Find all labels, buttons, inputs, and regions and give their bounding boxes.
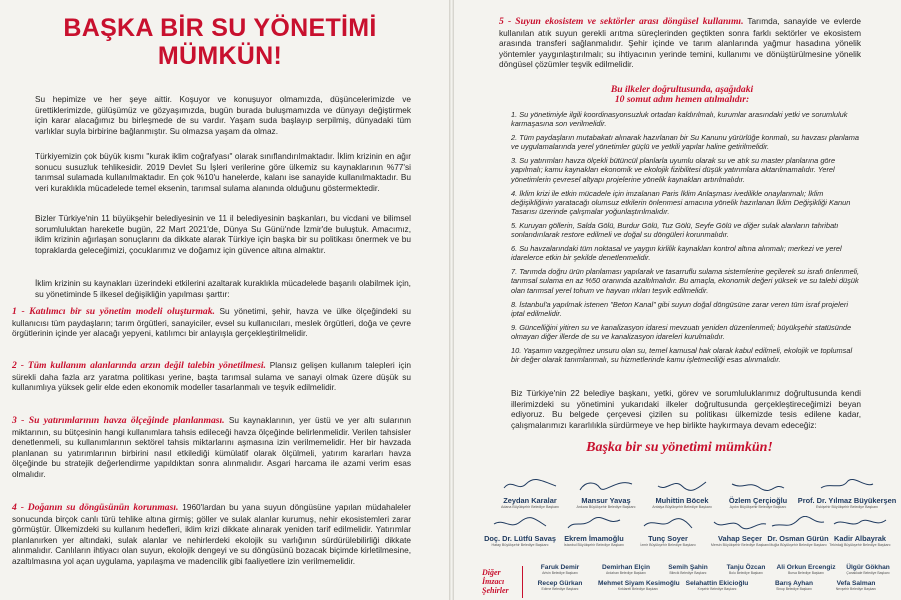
signature-scribble-icon: [576, 478, 636, 492]
other-signatory: [682, 580, 752, 591]
signatory-role: Bilecik Belediye Başkanı: [669, 571, 707, 575]
other-signatories: [482, 564, 901, 600]
signatory-name: Dr. Osman Gürün: [767, 534, 829, 543]
signatory-role: İstanbul Büyükşehir Belediye Başkanı: [563, 543, 625, 547]
principles-intro: İklim krizinin su kaynakları üzerindeki etkilerini azaltarak kuraklıkla mücadelede başarılı olabilmek için, su yönetiminde 5 ilkesel değişikliğin yapılması şarttır:: [35, 278, 411, 299]
signatory-name: Prof. Dr. Yılmaz Büyükerşen: [797, 496, 897, 505]
right-column: [457, 0, 901, 600]
intro-paragraph: Su hepimize ve her şeye aittir. Koşuyor ve konuşuyor olmamızda, düşüncelerimizde ve ürettiklerimizde, gülüşümüz ve gözyaşımızda, bugün burada buluşmamızda ve dünyayı değiştirmek için karar alacağımız bu birleşmede de su vardır. Yaşam suda başlayıp serpilmiş, dünyadaki tüm varlıklar suyla birbirine bağlanmıştır. Su olmazsa yaşam da olmaz.: [35, 94, 411, 136]
other-signatories-label: Diğer İmzacı Şehirler: [482, 568, 509, 595]
principle-5-body: Tarımda, sanayide ve evlerde kullanılan atık suyun gerekli arıtma süreçlerinden geçtikten sonra farklı sektörler ve ekosistem arasında transferi sağlanmalıdır. Şehir içinde ve tarım alanlarında yağmur hasadına yönelik yöntemler yaygınlaştırılmalı; su ihtiyacının yerinde temini, kullanımı ve dönüştürülmesine yönelik döngüsel çözümler teşvik edilmelidir.: [499, 16, 861, 70]
step-item: 5. Kuruyan göllerin, Salda Gölü, Burdur Gölü, Tuz Gölü, Seyfe Gölü ve diğer sulak alanların tahribatı sonlandırılarak restore edilmeli ve doğal su döngüleri korunmalıdır.: [511, 220, 839, 240]
signatory-name: Vahap Seçer: [718, 534, 762, 543]
other-signatories-divider: [522, 566, 523, 598]
signatory-name: Barış Ayhan: [775, 580, 813, 587]
signatory-name: Ali Orkun Ercengiz: [776, 564, 836, 571]
signatory-name: Faruk Demir: [540, 564, 580, 571]
signatory-name: Tunç Soyer: [648, 534, 688, 543]
principle-3-body: Su kaynaklarının, yer üstü ve yer altı sularının miktarının, su bütçesinin hangi kullanımlara tahsis edileceği havza ölçeğinde belirlenmelidir. Verilen tahsisler denetlenmeli, su kullanımlarının sektörel tahsis miktarlarını aşmasına izin verilmemelidir. Her bir havzada planlanan su yatırımlarının birbirini nasıl etkilediği kümülatif olarak ölçülmeli, yatırım kararları havza ölçeğinde bu stratejik değerlendirme yapıldıktan sonra alınmalıdır. Asgari harcama ile azami verim esas olmalıdır.: [12, 415, 411, 479]
signatory-role: Kırklareli Belediye Başkanı: [617, 587, 659, 591]
step-item: 1. Su yönetimiyle ilgili koordinasyonsuzluk ortadan kaldırılmalı, kurumlar arasındaki yetki ve sorumluluk karmaşasına son verilmelidir.: [511, 110, 848, 129]
signatory-role: Artvin Belediye Başkanı: [542, 571, 578, 575]
column-divider: [449, 0, 454, 600]
signatory-name: Özlem Çerçioğlu: [728, 496, 788, 505]
other-signatory: [824, 580, 888, 591]
signature-scribble-icon: [652, 478, 712, 492]
closing-slogan: Başka bir su yönetimi mümkün!: [586, 440, 773, 455]
signatory-name: Ekrem İmamoğlu: [564, 534, 624, 543]
other-signatory: [598, 580, 678, 591]
left-column: [0, 0, 446, 600]
steps-heading: [557, 85, 807, 106]
declaration-paragraph: Biz Türkiye'nin 22 belediye başkanı, yetki, görev ve sorumluluklarımız doğrultusunda kendi illerimizdeki su yönetimini yukarıdaki ilkeler doğrultusunda gerçekleştireceğimizi beyan ediyoruz. Bu belgede çerçevesi çizilen su politikası ülkemizde tesis edilene kadar, çalışmalarımızı kararlılıkla sürdürmeye ve hep birlikte haykırmaya devam edeceğiz:: [511, 388, 861, 430]
signatory-name: Ülgür Gökhan: [846, 564, 890, 571]
principle-4-heading: 4 - Doğanın su döngüsünün korunması.: [12, 502, 179, 513]
principle-4-body: 1960'lardan bu yana suyun döngüsüne yapılan müdahaleler sonucunda birçok canlı türü tehlike altına girmiş; göller ve sulak alanlar kurumuş, nehir ekosistemleri zarar görmüştür. Ülkemizdeki su kullanım hedefleri, iklim krizi dikkate alınarak yeniden tarif edilmelidir. Yatırımlar planlanırken yer altındaki, sulak alanlar ve nehirlerdeki ekolojik su varlığının sürdürülebilirliği dikkate alınmalıdır. Canlıların ihtiyacı olan suyun, ekolojik dengeyi ve su döngüsünü bozacak biçimde kirletilmesine, azaltılmasına yol açan uygulama, yapılaşma ve madencilik gibi faaliyetlere izin verilmemelidir.: [12, 502, 411, 566]
signatory-name: Muhittin Böcek: [655, 496, 709, 505]
other-signatory: [656, 564, 720, 575]
signature-scribble-icon: [490, 516, 550, 530]
principle-5-heading: 5 - Suyun ekosistem ve sektörler arası döngüsel kullanımı.: [499, 16, 744, 27]
other-signatory: [528, 580, 592, 591]
signatory-name: Demirhan Elçin: [601, 564, 650, 571]
signatory-role: Ankara Büyükşehir Belediye Başkanı: [576, 505, 636, 509]
signature: [627, 516, 709, 548]
step-item: 3. Su yatırımları havza ölçekli bütüncül planlarla uyumlu olarak su ve atık su master planlarına göre yapılmalı; kamu kaynakları ekonomik ve ekolojik fizibilitesi düşük yatırımlara aktarılmamalıdır. Yerel yönetimlerin çevresel altyapı projelerine yönelik kaynakları artırılmalıdır.: [511, 156, 836, 184]
signatory-name: Kadir Albayrak: [834, 534, 886, 543]
step-item: 4. İklim krizi ile etkin mücadele için imzalanan Paris İklim Anlaşması ivedilikle onaylanmalı; İklim değişikliğinin yaratacağı olumsuz etkilerin önlenmesi amacına yönelik hazırlanan İklim Değişikliği Kanun Tasarısı üzerinde çalışmalar yoğunlaştırılmalıdır.: [511, 188, 851, 216]
signatory-role: Ardahan Belediye Başkanı: [606, 571, 646, 575]
signatory-role: Tekirdağ Büyükşehir Belediye Başkanı: [829, 543, 891, 547]
steps-heading-line-2: 10 somut adım hemen atılmalıdır:: [614, 94, 750, 106]
signature-scribble-icon: [638, 516, 698, 530]
mayors-paragraph: Bizler Türkiye'nin 11 büyükşehir belediyesinin ve 11 il belediyesinin başkanları, bu vicdani ve bilimsel sorumluluktan hareketle bugün, 22 Mart 2021'de, Dünya Su Günü'nde İzmir'de buluştuk. Amacımız, iklim krizinin ağırlaşan sonuçlarını da dikkate alarak Türkiye için başka bir su politikası önermek ve bu topraklarda geleceğimizi, çocuklarımız ve doğamız için güvence altına almaktır.: [35, 213, 411, 255]
step-item: 10. Yaşamın vazgeçilmez unsuru olan su, temel kamusal hak olarak kabul edilmeli, ekolojik ve toplumsal bir değer olarak tanımlanmalı, su hizmetlerinde kamu işletmeciliği esas alınmalıdır.: [511, 345, 853, 365]
signature-scribble-icon: [830, 516, 890, 530]
signature: [641, 478, 723, 510]
signatory-role: Antalya Büyükşehir Belediye Başkanı: [652, 505, 712, 509]
principle-4: [12, 502, 411, 567]
step-item: 6. Su havzalarındaki tüm noktasal ve yaygın kirlilik kaynakları kontrol altına alınmalı; merkezi ve yerel idarelerce etkin bir şekilde denetlenmelidir.: [511, 244, 842, 263]
signatory-name: Tanju Özcan: [726, 564, 766, 571]
principle-1-heading: 1 - Katılımcı bir su yönetim modeli oluşturmak.: [12, 306, 215, 317]
principle-3-heading: 3 - Su yatırımlarının havza ölçeğinde planlanması.: [12, 415, 225, 426]
principle-5: [499, 16, 861, 70]
title-line-2: MÜMKÜN!: [157, 42, 283, 70]
step-item: 9. Güncelliğini yitiren su ve kanalizasyon idaresi mevzuatı yeniden düzenlenmeli; büyükşehir statüsünde olmayan diğer illerde de su ve kanalizasyon idareleri kurulmalıdır.: [511, 322, 852, 341]
title-line-1: BAŞKA BİR SU YÖNETİMİ: [63, 14, 377, 42]
signatory-name: Vefa Salman: [836, 580, 876, 587]
principle-1-body: Su yönetimi, şehir, havza ve ülke ölçeğindeki su kullanıcısı tüm paydaşların; tarım örgütleri, sanayiciler, evsel su kullanıcıları, meslek örgütleri, doğa ve çevre örgütlerinin içinde yer alacağı yepyeni, katılımcı bir anlayışla gerçekleştirilmelidir.: [12, 306, 411, 339]
signatory-role: Sinop Belediye Başkanı: [776, 587, 812, 591]
signatory-name: Recep Gürkan: [537, 580, 583, 587]
signature: [819, 516, 901, 548]
steps-heading-line-1: Bu ilkeler doğrultusunda, aşağıdaki: [610, 84, 754, 95]
signatory-role: Bolu Belediye Başkanı: [729, 571, 763, 575]
signature-scribble-icon: [817, 478, 877, 492]
page-title: [40, 14, 400, 70]
signatory-role: Edirne Belediye Başkanı: [541, 587, 579, 591]
signature: [553, 516, 635, 548]
other-signatory: [594, 564, 658, 575]
principle-1: [12, 306, 411, 339]
signature: [797, 478, 897, 510]
signatory-name: Mehmet Siyam Kesimoğlu: [598, 580, 680, 587]
other-signatory: [836, 564, 900, 575]
signatory-name: Selahattin Ekicioğlu: [685, 580, 749, 587]
steps-list: [511, 110, 861, 369]
signatory-role: Adana Büyükşehir Belediye Başkanı: [501, 505, 559, 509]
step-item: 7. Tarımda doğru ürün planlaması yapılarak ve tasarruflu sulama sistemlerine geçilerek su israfı önlenmeli, tarımsal sulama en az %50 oranında azaltılmalıdır. Bu amaçla, ekonomik değeri yüksek ve su talebi düşük olan tarımsal yerel tohum ve hayvan ırkları teşvik edilmelidir.: [511, 267, 860, 295]
other-signatory: [528, 564, 592, 575]
signature: [717, 478, 799, 510]
signature-scribble-icon: [500, 478, 560, 492]
signatory-role: Çanakkale Belediye Başkanı: [846, 571, 890, 575]
signature: [565, 478, 647, 510]
principle-2: [12, 360, 411, 393]
signature-scribble-icon: [728, 478, 788, 492]
signatory-role: Muğla Büyükşehir Belediye Başkanı: [769, 543, 827, 547]
signatory-role: Aydın Büyükşehir Belediye Başkanı: [729, 505, 787, 509]
signature-scribble-icon: [564, 516, 624, 530]
signatory-name: Semih Şahin: [668, 564, 708, 571]
signatory-role: Hatay Büyükşehir Belediye Başkanı: [491, 543, 549, 547]
climate-paragraph: Türkiyemizin çok büyük kısmı "kurak iklim coğrafyası" olarak sınıflandırılmaktadır. İklim krizinin en ağır sonucu susuzluk tehlikesidir. 2019 Devlet Su İşleri verilerine göre ülkemiz su kaynaklarının %77'si tarımsal sulamada kullanılmaktadır. En çok %10'u hanelerde, kalanı ise sanayide kullanılmaktadır. Bu veri kuraklıkla mücadelede temel eksenin, tarımsal sulama alanında olduğunu göstermektedir.: [35, 151, 411, 193]
other-signatory: [714, 564, 778, 575]
other-signatory: [762, 580, 826, 591]
principle-2-body: Plansız gelişen kullanım talepleri için sürekli daha fazla arz yaratma politikası yerine, başta tarımsal sulama ve sanayi olmak üzere düşük su kullanımlıya yüksek gelir elde eden ekonomik modeller tasarlanmalı ve teşvik edilmelidir.: [12, 360, 411, 393]
principle-3: [12, 415, 411, 480]
signatory-role: Mersin Büyükşehir Belediye Başkanı: [710, 543, 770, 547]
signatory-role: Kırşehir Belediye Başkanı: [697, 587, 737, 591]
step-item: 2. Tüm paydaşların mutabakatı alınarak hazırlanan bir Su Kanunu yürürlüğe konmalı, su havzası planlama ve uygulamalarında yerel yönetimler güçlü ve yetkili yapılar haline getirilmelidir.: [511, 133, 859, 152]
signature: [489, 478, 571, 510]
step-item: 8. İstanbul'a yapılmak istenen "Beton Kanal" gibi suyun doğal döngüsüne zarar veren tüm israf projeleri iptal edilmelidir.: [511, 299, 848, 318]
signatory-role: İzmir Büyükşehir Belediye Başkanı: [640, 543, 696, 547]
principle-2-heading: 2 - Tüm kullanım alanlarında arzın değil talebin yönetilmesi.: [12, 360, 266, 371]
other-signatory: [774, 564, 838, 575]
signatory-name: Doç. Dr. Lütfü Savaş: [484, 534, 556, 543]
signatory-role: Bursa Belediye Başkanı: [788, 571, 824, 575]
signatory-name: Zeydan Karalar: [503, 496, 557, 505]
signatory-role: Nevşehir Belediye Başkanı: [835, 587, 877, 591]
signatory-name: Mansur Yavaş: [581, 496, 631, 505]
signatory-role: Eskişehir Büyükşehir Belediye Başkanı: [815, 505, 879, 509]
signature: [479, 516, 561, 548]
